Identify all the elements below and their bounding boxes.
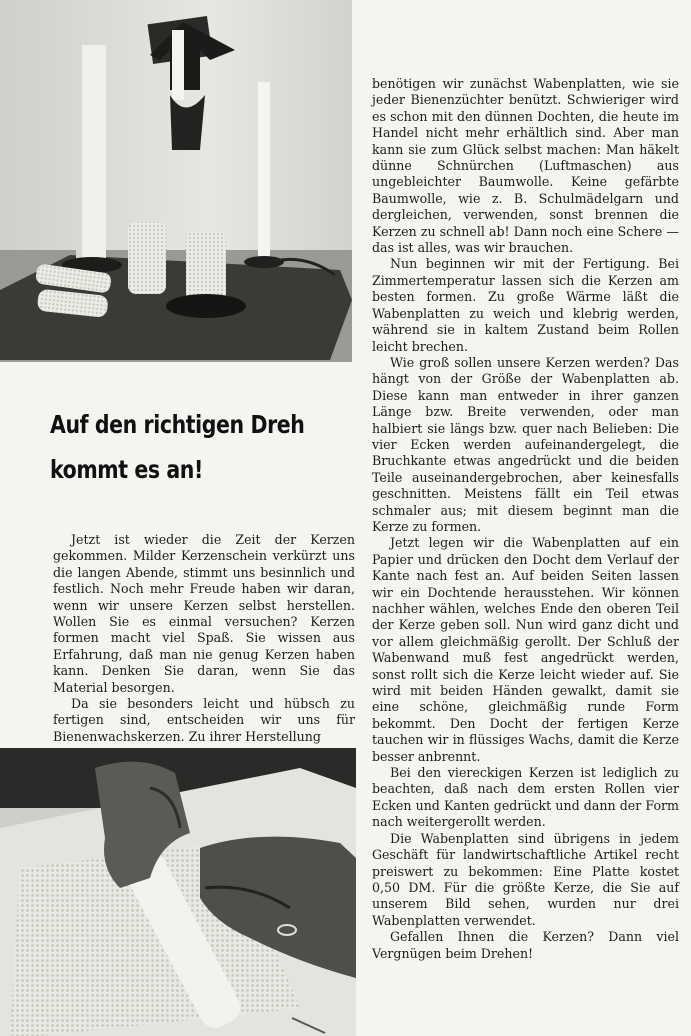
paragraph: Wie groß sollen unsere Kerzen werden? Das hängt von der Größe der Wabenplatten ab. Diese kann man entweder in ihrer ganzen Länge bzw. Breite verwenden, oder man halbiert sie längs bzw. quer nach Belieben: Die vier Ecken werden aufeinandergelegt, die Bruchkante etwas angedrückt und die beiden Teile auseinandergebrochen, aber keinesfalls geschnitten. Meistens fällt ein Teil etwas schmaler aus; mit diesem beginnt man die Kerze zu formen. xyxy=(372,354,679,534)
paragraph: Nun beginnen wir mit der Fertigung. Bei Zimmertemperatur lassen sich die Kerzen am besten formen. Zu große Wärme läßt die Wabenplatten zu weich und klebrig werden, während sie in kaltem Zustand beim Rollen leicht brechen. xyxy=(372,256,679,354)
paragraph: Jetzt legen wir die Wabenplatten auf ein Papier und drücken den Docht dem Verlauf der Kante nach fest an. Auf beiden Seiten lassen wir ein Dochtende herausstehen. Wir können nachher wählen, welches Ende den oberen Teil der Kerze geben soll. Nun wird ganz dicht und vor allem gleichmäßig gerollt. Der Schluß der Wabenwand muß fest angedrückt werden, sonst rollt sich die Kerze leicht wieder auf. Sie wird mit beiden Händen gewalkt, damit sie eine schöne, gleichmäßig runde Form bekommt. Den Docht der fertigen Kerze tauchen wir in flüssiges Wachs, damit die Kerze besser anbrennt. xyxy=(372,535,679,764)
article-column-right xyxy=(372,76,679,962)
paragraph: benötigen wir zunächst Wabenplatten, wie sie jeder Bienenzüchter benützt. Schwieriger wird es schon mit den dünnen Dochten, die heute im Handel nicht mehr erhältlich sind. Aber man kann sie zum Glück selbst machen: Man häkelt dünne Schnürchen (Luftmaschen) aus ungebleichter Baumwolle. Keine gefärbte Baumwolle, wie z. B. Schulmädelgarn und dergleichen, verwenden, sonst brennen die Kerzen zu schnell ab! Dann noch eine Schere — das ist alles, was wir brauchen. xyxy=(372,76,679,256)
article-column-left xyxy=(53,532,355,745)
paragraph: Da sie besonders leicht und hübsch zu fertigen sind, entscheiden wir uns für Bienenwachskerzen. Zu ihrer Herstellung xyxy=(53,696,355,744)
article-headline-line-2: kommt es an! xyxy=(50,455,203,484)
rolling-candle-photo xyxy=(0,748,356,1036)
paragraph: Bei den viereckigen Kerzen ist lediglich zu beachten, daß nach dem ersten Rollen vier Ecken und Kanten gedrückt und dann der Form nach weitergerollt werden. xyxy=(372,765,679,830)
paragraph: Jetzt ist wieder die Zeit der Kerzen gekommen. Milder Kerzenschein verkürzt uns die langen Abende, stimmt uns besinnlich und festlich. Noch mehr Freude haben wir daran, wenn wir unsere Kerzen selbst herstellen. Wollen Sie es einmal versuchen? Kerzen formen macht viel Spaß. Sie wissen aus Erfahrung, daß man nie genug Kerzen haben kann. Denken Sie daran, wenn Sie das Material besorgen. xyxy=(53,532,355,695)
article-headline-line-1: Auf den richtigen Dreh xyxy=(50,410,305,439)
paragraph: Gefallen Ihnen die Kerzen? Dann viel Vergnügen beim Drehen! xyxy=(372,929,679,961)
paragraph: Die Wabenplatten sind übrigens in jedem Geschäft für landwirtschaftliche Artikel recht preiswert zu bekommen: Eine Platte kostet 0,50 DM. Für die größte Kerze, die Sie auf unserem Bild sehen, wurden nur drei Wabenplatten verwendet. xyxy=(372,830,679,928)
candles-photo xyxy=(0,0,352,362)
